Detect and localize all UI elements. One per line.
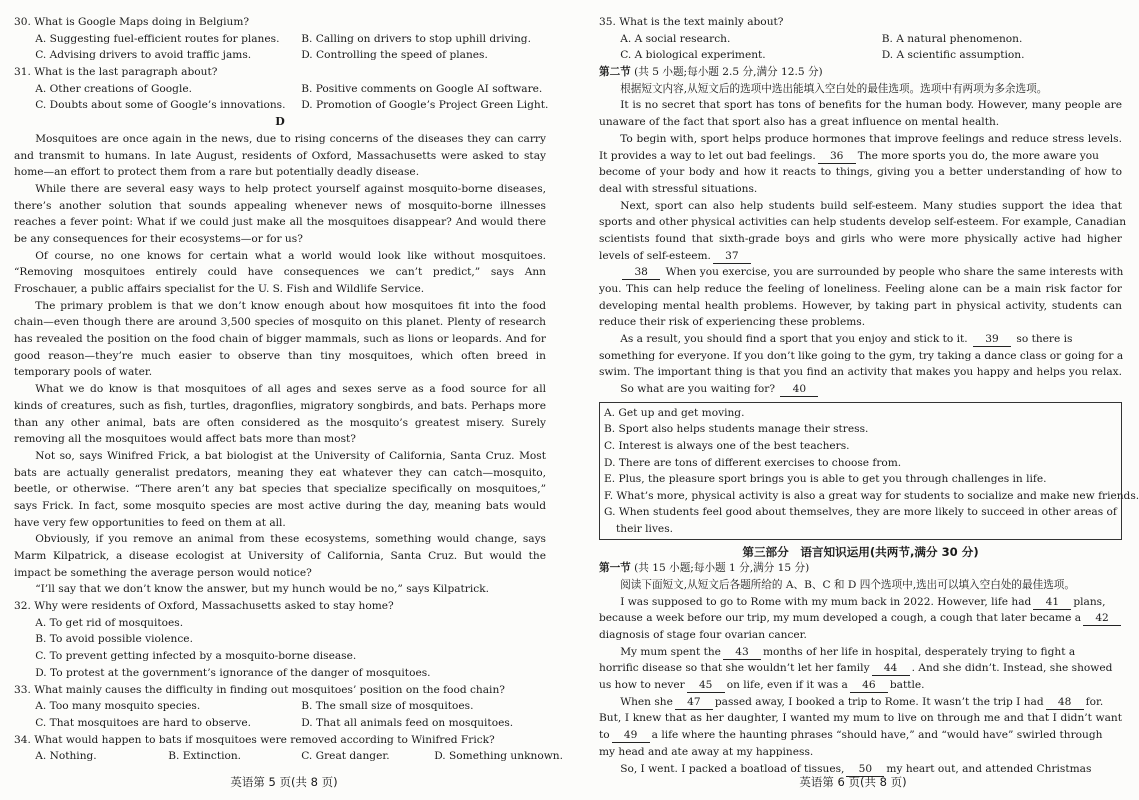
question-31-options-row2 bbox=[14, 97, 549, 114]
passage-text: so there is bbox=[1016, 333, 1073, 346]
passage-text: It provides a way to let out bad feelings. bbox=[599, 149, 816, 162]
passage-text: months of her life in hospital, desperately trying to fight a bbox=[762, 645, 1076, 658]
passage-line: Froschauer, a public affairs specialist for the U. S. Fish and Wildlife Service. bbox=[14, 283, 425, 295]
option-30c: C. Advising drivers to avoid traffic jams. bbox=[35, 49, 252, 62]
option-f: F. What’s more, physical activity is also a great way for students to socialize and make new friends. bbox=[604, 489, 1139, 502]
passage-line: bats are actually generalist predators, meaning they eat whatever they can catch—mosquito, bbox=[14, 466, 546, 479]
section-2-label: 第二节 bbox=[599, 66, 631, 79]
option-c: C. Interest is always one of the best teachers. bbox=[604, 440, 850, 452]
blank-41[interactable]: 41 bbox=[1033, 596, 1071, 610]
option-34c: C. Great danger. bbox=[301, 750, 390, 763]
blank-43[interactable]: 43 bbox=[723, 646, 761, 660]
cloze-line bbox=[599, 610, 1122, 627]
part-3-title: 第三部分 语言知识运用(共两节,满分 30 分) bbox=[742, 544, 979, 559]
cloze-line bbox=[599, 694, 1122, 711]
passage-text: horrific disease so that she wouldn’t let her family bbox=[599, 662, 870, 675]
question-30-options-row2 bbox=[14, 47, 546, 64]
option-32b: B. To avoid possible violence. bbox=[35, 633, 193, 646]
passage-line: It is no secret that sport has tons of benefits for the human body. However, many people are bbox=[620, 99, 1122, 112]
question-34-options bbox=[14, 748, 563, 765]
passage-line: have very few opportunities to feed on them at all. bbox=[14, 516, 286, 529]
passage-line bbox=[599, 331, 1122, 348]
option-31a: A. Other creations of Google. bbox=[35, 82, 192, 95]
passage-line: chain—even though there are around 3,500 species of mosquito on this planet. Plenty of research bbox=[14, 316, 546, 329]
section-1-instruction: 阅读下面短文,从短文后各题所给的 A、B、C 和 D 四个选项中,选出可以填入空白处的最佳选项。 bbox=[620, 578, 1075, 591]
passage-text: When she bbox=[620, 695, 673, 708]
question-35-options-row1 bbox=[599, 31, 1122, 48]
passage-text: a life where the haunting phrases “should have,” and “would have” swirled through bbox=[651, 729, 1103, 742]
passage-line bbox=[599, 381, 1122, 398]
passage-text: because a week before our trip, my mum developed a cough, a cough that later became a bbox=[599, 612, 1082, 625]
section-1-header bbox=[599, 560, 1122, 577]
cloze-line: my head and ate away at my happiness. bbox=[599, 745, 814, 758]
option-31d: D. Promotion of Google’s Project Green Light. bbox=[301, 99, 549, 112]
section-1-desc: (共 15 小题;每小题 1 分,满分 15 分) bbox=[634, 562, 810, 575]
blank-42[interactable]: 42 bbox=[1083, 612, 1121, 626]
option-g: G. When students feel good about themselves, they are more likely to succeed in other areas of bbox=[604, 506, 1117, 519]
passage-text: plans, bbox=[1073, 595, 1106, 608]
passage-line: Of course, no one knows for certain what a world would look like without mosquitoes. bbox=[35, 249, 546, 262]
passage-line: deal with stressful situations. bbox=[599, 182, 758, 195]
passage-line: beetle, or otherwise. “There aren’t any bat species that specialize specifically on mosquitoes,” bbox=[14, 483, 546, 496]
passage-line: removing all the mosquitoes would affect bats more than most? bbox=[14, 433, 356, 446]
passage-line: reduce their risk of experiencing these problems. bbox=[599, 316, 866, 329]
option-34b: B. Extinction. bbox=[168, 750, 242, 763]
blank-50[interactable]: 50 bbox=[846, 763, 884, 777]
option-35a: A. A social research. bbox=[620, 32, 731, 45]
passage-line: Mosquitoes are once again in the news, due to rising concerns of the diseases they can carry bbox=[35, 132, 546, 145]
passage-text: levels of self-esteem. bbox=[599, 249, 711, 262]
right-column bbox=[599, 14, 1139, 777]
page-footer-5: 英语第 5 页(共 8 页) bbox=[230, 775, 338, 789]
passage-line: you. This can help reduce the feeling of loneliness. Feeling alone can be a main risk factor for bbox=[599, 283, 1122, 295]
passage-line: reaches a fever point: What if we could just make all the mosquitoes disappear? And would there bbox=[14, 216, 546, 229]
passage-line: Marm Kilpatrick, a disease ecologist at University of California, Santa Cruz. But would the bbox=[14, 550, 546, 562]
option-30a: A. Suggesting fuel-efficient routes for planes. bbox=[35, 32, 280, 45]
passage-d bbox=[14, 131, 546, 598]
passage-line bbox=[599, 264, 1122, 281]
passage-line: has revealed the position on the food chain of bigger mammals, such as lions or leopards. And for bbox=[14, 333, 546, 346]
option-32d: D. To protest at the government’s ignorance of the danger of mosquitoes. bbox=[35, 666, 431, 679]
passage-text: So what are you waiting for? bbox=[620, 383, 776, 396]
question-30-stem: 30. What is Google Maps doing in Belgium? bbox=[14, 16, 250, 28]
passage-text: us how to never bbox=[599, 679, 685, 692]
question-32-stem: 32. Why were residents of Oxford, Massachusetts asked to stay home? bbox=[14, 600, 394, 613]
blank-47[interactable]: 47 bbox=[675, 696, 713, 710]
passage-line bbox=[599, 148, 1122, 165]
section-d-title: D bbox=[275, 115, 285, 129]
passage-line: home—an effort to protect them from a rare but potentially deadly disease. bbox=[14, 166, 420, 179]
passage-text: my heart out, and attended Christmas bbox=[886, 762, 1092, 775]
passage-line: “I’ll say that we don’t know the answer, but my hunch would be no,” says Kilpatrick. bbox=[35, 583, 489, 596]
cloze-line: But, I knew that as her daughter, I wanted my mum to live on through me and that I didn’t want bbox=[599, 712, 1122, 725]
passage-text: As a result, you should find a sport that you enjoy and stick to it. bbox=[620, 333, 968, 346]
passage-line: than any other animal, bats are often considered as the mosquito’s greatest misery. Surely bbox=[14, 416, 546, 429]
option-33c: C. That mosquitoes are hard to observe. bbox=[35, 716, 251, 729]
section-1-label: 第一节 bbox=[599, 562, 631, 575]
option-31b: B. Positive comments on Google AI software. bbox=[301, 82, 543, 95]
passage-text: for. bbox=[1085, 695, 1104, 708]
passage-line: kinds of creatures, such as fish, turtles, dragonflies, migratory songbirds, and bats. Perhaps more bbox=[14, 399, 546, 412]
passage-line: Not so, says Winifred Frick, a bat biologist at the University of California, Santa Cruz. Most bbox=[35, 449, 546, 462]
cloze-line bbox=[599, 644, 1122, 661]
question-31-options-row1 bbox=[14, 81, 546, 98]
passage-text: The more sports you do, the more aware you bbox=[857, 149, 1099, 162]
question-35-options-row2 bbox=[599, 47, 1122, 64]
question-33-options-row1 bbox=[14, 698, 546, 715]
option-35d: D. A scientific assumption. bbox=[881, 49, 1025, 62]
cloze-line bbox=[599, 660, 1122, 677]
passage-line: and transmit to humans. In late August, residents of Oxford, Massachusetts were asked to stay bbox=[14, 149, 546, 162]
blank-40[interactable]: 40 bbox=[780, 383, 818, 397]
option-30d: D. Controlling the speed of planes. bbox=[301, 49, 488, 62]
passage-line: swim. The important thing is that you find an activity that makes you happy and helps you relax. bbox=[599, 366, 1122, 379]
passage-line: unaware of the fact that sport also has a great influence on mental health. bbox=[599, 116, 1000, 129]
question-31-stem: 31. What is the last paragraph about? bbox=[14, 66, 218, 79]
option-33b: B. The small size of mosquitoes. bbox=[301, 700, 474, 713]
blank-48[interactable]: 48 bbox=[1046, 696, 1084, 710]
passage-line: sports and other physical activities can help students develop self-esteem. For example, Canadian bbox=[599, 216, 1127, 229]
passage-line: become of your body and how it reacts to things, giving you a better understanding of how to bbox=[599, 166, 1122, 179]
option-35c: C. A biological experiment. bbox=[620, 49, 766, 62]
passage-line: Obviously, if you remove an animal from these ecosystems, something would change, says bbox=[35, 533, 546, 546]
passage-line: there’s another solution that sounds appealing whenever news of mosquito-borne illnesses bbox=[14, 199, 546, 212]
option-33d: D. That all animals feed on mosquitoes. bbox=[301, 716, 514, 729]
passage-text: When you exercise, you are surrounded by people who share the same interests with bbox=[665, 266, 1124, 279]
passage-line: says Frick. In fact, some mosquito species are most active during the day, meaning bats would bbox=[14, 499, 546, 512]
options-box bbox=[599, 402, 1139, 540]
cloze-line bbox=[599, 594, 1122, 611]
option-35b: B. A natural phenomenon. bbox=[881, 32, 1023, 45]
passage-line: “Removing mosquitoes entirely could have consequences we can’t predict,” says Ann bbox=[14, 266, 546, 279]
question-35-stem: 35. What is the text mainly about? bbox=[599, 16, 784, 28]
passage-line: The primary problem is that we don’t know enough about how mosquitoes fit into the food bbox=[35, 299, 546, 312]
passage-text: . And she didn’t. Instead, she showed bbox=[911, 662, 1113, 675]
cloze-line: diagnosis of stage four ovarian cancer. bbox=[599, 629, 807, 641]
passage-line: scientists found that sixth-grade boys and girls who were more physically active had higher bbox=[599, 232, 1122, 245]
passage-line: temporary pools of water. bbox=[14, 366, 153, 379]
question-33-stem: 33. What mainly causes the difficulty in finding out mosquitoes’ position on the food chain? bbox=[14, 683, 505, 696]
page-footer-6: 英语第 6 页(共 8 页) bbox=[799, 775, 907, 789]
passage-text: I was supposed to go to Rome with my mum back in 2022. However, life had bbox=[620, 595, 1032, 608]
passage-text: So, I went. I packed a boatload of tissues, bbox=[620, 762, 845, 775]
passage-line: developing mental health problems. However, by taking part in physical activity, students can bbox=[599, 299, 1122, 312]
passage-text: passed away, I booked a trip to Rome. It wasn’t the trip I had bbox=[714, 695, 1044, 708]
cloze-line bbox=[599, 727, 1122, 744]
passage-text: on life, even if it was a bbox=[726, 679, 848, 692]
question-33-options-row2 bbox=[14, 715, 546, 732]
passage-line: impact be something the average person would notice? bbox=[14, 566, 312, 579]
blank-38[interactable]: 38 bbox=[622, 266, 660, 280]
question-34-stem: 34. What would happen to bats if mosquitoes were removed according to Winifred Frick? bbox=[14, 733, 495, 746]
option-32c: C. To prevent getting infected by a mosquito-borne disease. bbox=[35, 650, 357, 663]
passage-line: While there are several easy ways to help protect yourself against mosquito-borne diseases, bbox=[35, 182, 546, 195]
option-34d: D. Something unknown. bbox=[434, 750, 563, 763]
passage-line: Next, sport can also help students build self-esteem. Many studies support the idea that bbox=[620, 199, 1122, 212]
option-a: A. Get up and get moving. bbox=[604, 406, 745, 419]
exam-page-6 bbox=[569, 0, 1137, 800]
passage-text: battle. bbox=[889, 679, 925, 692]
option-d: D. There are tons of different exercises to choose from. bbox=[604, 456, 902, 469]
option-e: E. Plus, the pleasure sport brings you is able to get you through challenges in life. bbox=[604, 473, 1047, 486]
option-31c: C. Doubts about some of Google’s innovations. bbox=[35, 99, 286, 112]
blank-39[interactable]: 39 bbox=[973, 333, 1011, 347]
blank-49[interactable]: 49 bbox=[612, 729, 650, 743]
section-2-header bbox=[599, 64, 1122, 81]
blank-37[interactable]: 37 bbox=[713, 250, 751, 264]
section-2-desc: (共 5 小题;每小题 2.5 分,满分 12.5 分) bbox=[634, 66, 823, 79]
option-g-continued: their lives. bbox=[616, 522, 674, 535]
cloze-line bbox=[599, 677, 1122, 694]
blank-36[interactable]: 36 bbox=[818, 150, 856, 164]
option-32a: A. To get rid of mosquitoes. bbox=[35, 616, 184, 629]
exam-page-5 bbox=[0, 0, 568, 800]
blank-45[interactable]: 45 bbox=[687, 679, 725, 693]
left-column bbox=[14, 14, 563, 765]
option-33a: A. Too many mosquito species. bbox=[35, 700, 201, 713]
passage-line: What we do know is that mosquitoes of all ages and sexes serve as a food source for all bbox=[35, 383, 546, 396]
passage-text: to bbox=[599, 729, 610, 742]
blank-46[interactable]: 46 bbox=[850, 679, 888, 693]
question-30-options-row1 bbox=[14, 31, 546, 48]
blank-44[interactable]: 44 bbox=[872, 662, 910, 676]
passage-line bbox=[599, 248, 1122, 265]
passage-text: My mum spent the bbox=[620, 645, 721, 658]
section-2-instruction: 根据短文内容,从短文后的选项中选出能填入空白处的最佳选项。选项中有两项为多余选项。 bbox=[620, 82, 1048, 95]
passage-line: To begin with, sport helps produce hormones that improve feelings and reduce stress levels. bbox=[620, 132, 1122, 145]
passage-line: good reason—they’re much easier to observe than tiny mosquitoes, which often breed in bbox=[14, 349, 546, 362]
option-b: B. Sport also helps students manage their stress. bbox=[604, 423, 869, 436]
passage-line: something for everyone. If you don’t like going to the gym, try taking a dance class or going for a bbox=[599, 349, 1124, 362]
option-34a: A. Nothing. bbox=[35, 750, 97, 763]
option-30b: B. Calling on drivers to stop uphill driving. bbox=[301, 32, 531, 45]
passage-line: be any consequences for their ecosystems—or for us? bbox=[14, 232, 303, 245]
